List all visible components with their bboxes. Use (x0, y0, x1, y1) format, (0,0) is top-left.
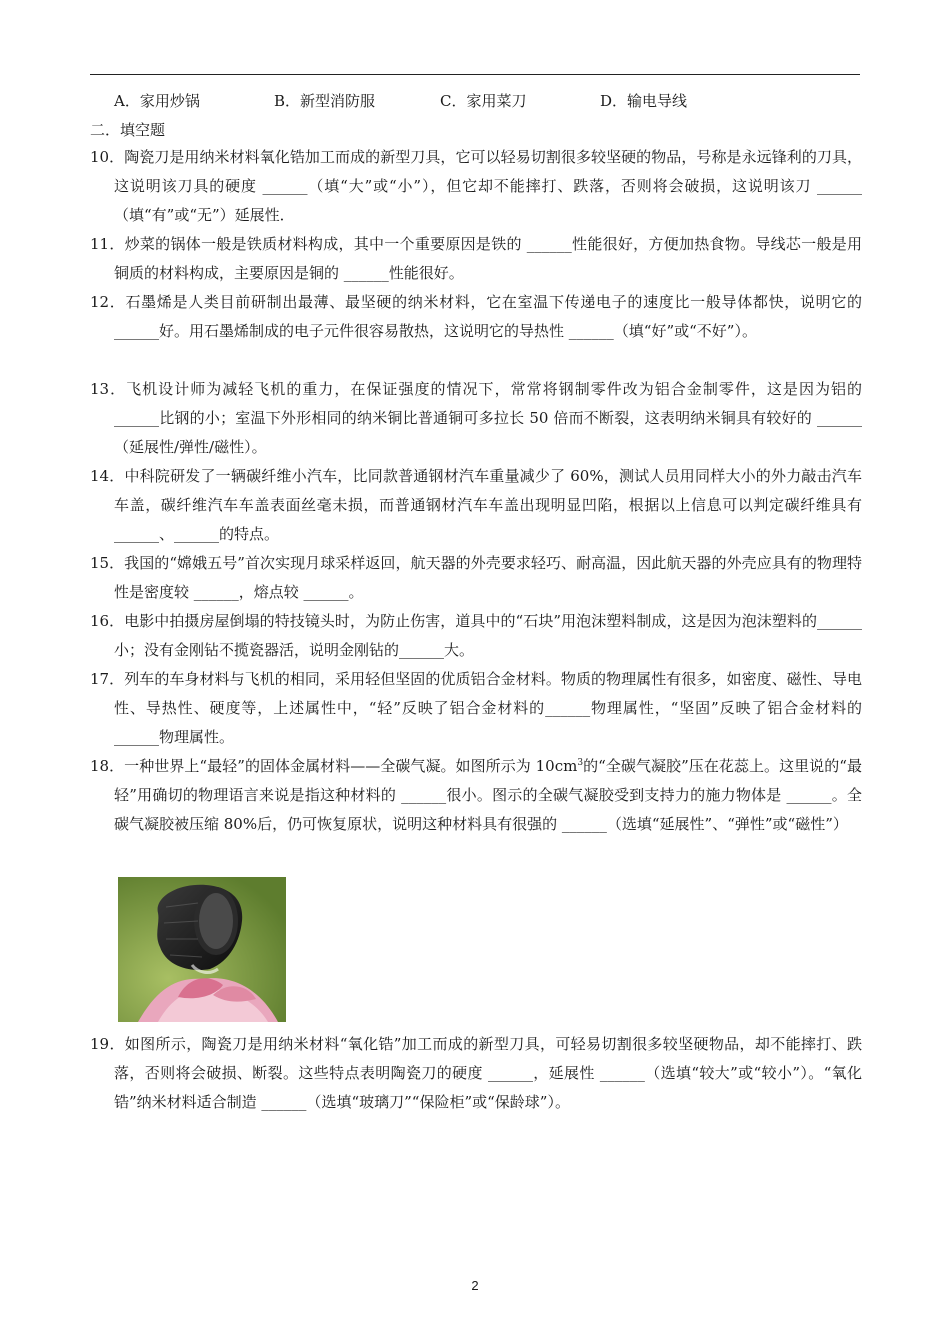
question-15-text: 15．我国的“嫦娥五号”首次实现月球采样返回，航天器的外壳要求轻巧、耐高温，因此航天器的外壳应具有的物理特性是密度较 ______，熔点较 ______。 (90, 554, 862, 601)
option-a: A．家用炒锅 (114, 92, 200, 110)
question-16-text: 16．电影中拍摄房屋倒塌的特技镜头时，为防止伤害，道具中的“石块”用泡沫塑料制成，这是因为泡沫塑料的______小；没有金刚钻不揽瓷器活，说明金刚钻的______大。 (90, 612, 862, 659)
question-13-text: 13．飞机设计师为减轻飞机的重力，在保证强度的情况下，常常将钢制零件改为铝合金制零件，这是因为铝的 ______比钢的小；室温下外形相同的纳米铜比普通铜可多拉长 50 倍而不断裂，这表明纳米铜具有较好的 ______（延展性/弹性/磁性）。 (90, 380, 862, 456)
section-title: 二．填空题 (90, 121, 166, 139)
question-14 (90, 462, 862, 549)
question-17-text: 17．列车的车身材料与飞机的相同，采用轻但坚固的优质铝合金材料。物质的物理属性有很多，如密度、磁性、导电性、导热性、硬度等，上述属性中，“轻”反映了铝合金材料的______物理属性，“坚固”反映了铝合金材料的______物理属性。 (90, 670, 862, 746)
top-rule (90, 74, 860, 75)
question-13 (90, 375, 862, 462)
option-b: B．新型消防服 (274, 92, 376, 110)
question-18-superscript: 3 (577, 758, 584, 768)
question-14-text: 14．中科院研发了一辆碳纤维小汽车，比同款普通钢材汽车重量减少了 60%，测试人员用同样大小的外力敲击汽车车盖，碳纤维汽车车盖表面丝毫未损，而普通钢材汽车车盖出现明显凹陷，根据以上信息可以判定碳纤维具有 ______、______的特点。 (90, 467, 862, 543)
options-row-q9 (114, 90, 854, 112)
question-17 (90, 665, 862, 752)
question-18-text-a: 18．一种世界上“最轻”的固体金属材料——全碳气凝。如图所示为 10cm (90, 757, 578, 775)
question-10 (90, 143, 862, 230)
option-d: D．输电导线 (600, 92, 688, 110)
question-15 (90, 549, 862, 607)
question-12-text: 12．石墨烯是人类目前研制出最薄、最坚硬的纳米材料，它在室温下传递电子的速度比一般导体都快，说明它的 ______好。用石墨烯制成的电子元件很容易散热，这说明它的导热性 ______（填“好”或“不好”）。 (90, 293, 862, 340)
question-19-text: 19．如图所示，陶瓷刀是用纳米材料“氧化锆”加工而成的新型刀具，可轻易切割很多较坚硬物品，却不能摔打、跌落，否则将会破损、断裂。这些特点表明陶瓷刀的硬度 ______，延展性 ______（选填“较大”或“较小”）。“氧化锆”纳米材料适合制造 ______（选填“玻璃刀”“保险柜”或“保龄球”）。 (90, 1035, 862, 1111)
question-11 (90, 230, 862, 288)
question-19 (90, 1030, 862, 1117)
question-18 (90, 752, 862, 839)
aerogel-on-flower-image (118, 877, 286, 1022)
option-c: C．家用菜刀 (440, 92, 527, 110)
question-12 (90, 288, 862, 346)
question-18-text-b: 的“全碳气凝胶”压在花蕊上。这里说的“最轻”用确切的物理语言来说是指这种材料的 ______很小。图示的全碳气凝胶受到支持力的施力物体是 ______。全碳气凝胶被压缩 80%后，仍可恢复原状，说明这种材料具有很强的 ______（选填“延展性”、“弹性”或“磁性”） (114, 757, 862, 833)
page-number: 2 (471, 1278, 479, 1293)
question-10-text: 10．陶瓷刀是用纳米材料氧化锆加工而成的新型刀具，它可以轻易切割很多较坚硬的物品，号称是永远锋利的刀具，这说明该刀具的硬度 ______（填“大”或“小”），但它却不能摔打、跌落，否则将会破损，这说明该刀 ______（填“有”或“无”）延展性． (90, 148, 862, 224)
question-11-text: 11．炒菜的锅体一般是铁质材料构成，其中一个重要原因是铁的 ______性能很好，方便加热食物。导线芯一般是用铜质的材料构成，主要原因是铜的 ______性能很好。 (90, 235, 862, 282)
question-16 (90, 607, 862, 665)
